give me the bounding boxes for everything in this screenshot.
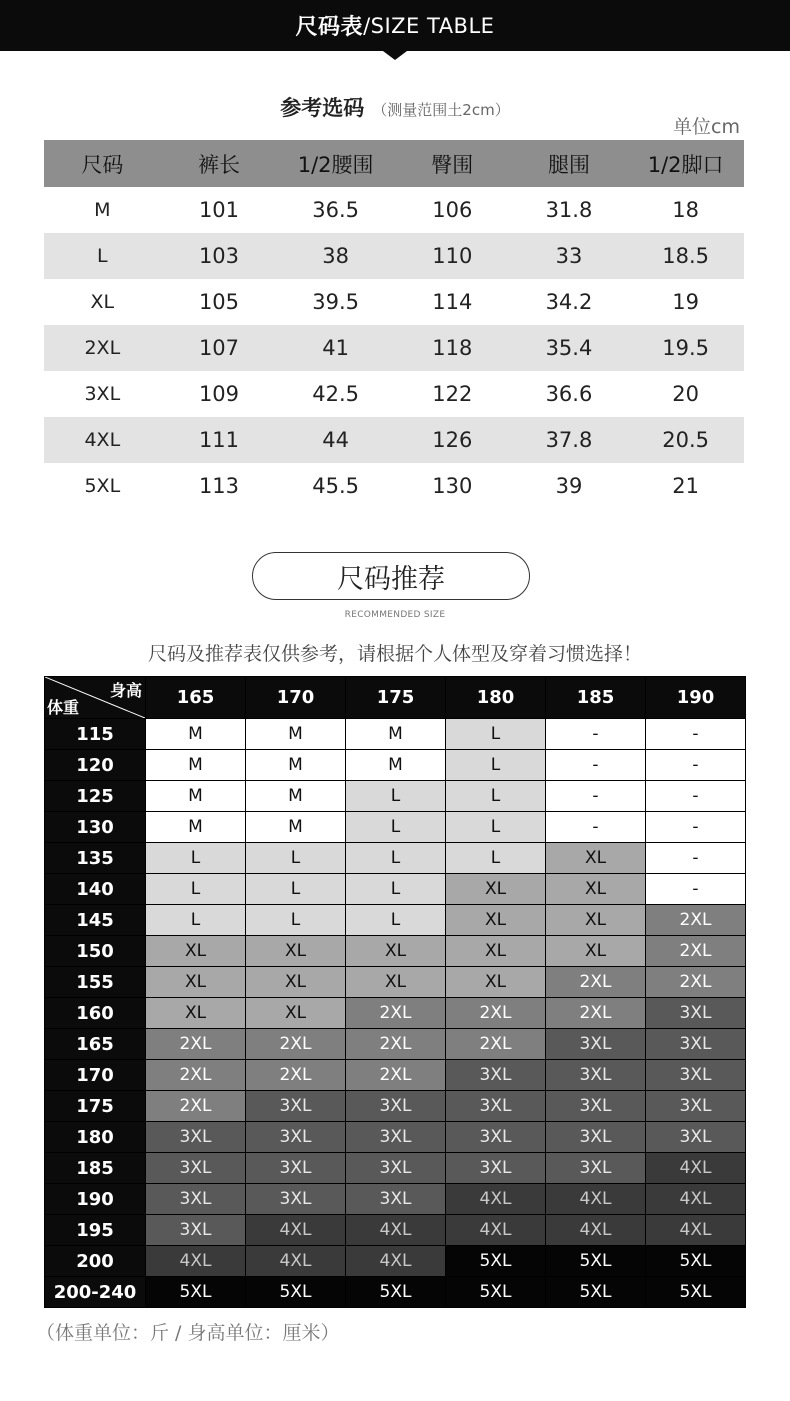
- size-row: [44, 463, 744, 509]
- measure-cell: 118: [394, 325, 511, 371]
- measure-cell: 38: [277, 233, 394, 279]
- measure-cell: 114: [432, 290, 473, 314]
- recommended-size-cell: XL: [546, 936, 646, 967]
- recommended-size-cell: 4XL: [246, 1246, 346, 1277]
- size-row: [44, 279, 744, 325]
- recommended-size-cell: -: [646, 812, 746, 843]
- measure-cell: 103: [161, 233, 278, 279]
- recommended-size-cell: 3XL: [546, 1122, 646, 1153]
- recommended-size-cell: L: [446, 812, 546, 843]
- measure-cell: 35.4: [511, 325, 628, 371]
- weight-row: [45, 874, 746, 905]
- recommended-size-cell: L: [446, 750, 546, 781]
- recommendation-table: [44, 676, 746, 1308]
- size-table: [44, 140, 744, 509]
- recommended-size-cell: 2XL: [146, 1091, 246, 1122]
- size-cell: 5XL: [84, 475, 121, 497]
- weight-row: [45, 998, 746, 1029]
- measure-cell: 126: [394, 417, 511, 463]
- measure-cell: 20: [672, 382, 699, 406]
- recommended-size-cell: L: [146, 843, 246, 874]
- recommended-size-cell: XL: [246, 936, 346, 967]
- recommended-size-cell: 5XL: [646, 1246, 746, 1277]
- recommended-size-cell: 3XL: [246, 1091, 346, 1122]
- recommended-size-cell: 3XL: [346, 1091, 446, 1122]
- recommended-size-cell: 5XL: [346, 1277, 446, 1308]
- weight-row: [45, 812, 746, 843]
- recommended-size-cell: 2XL: [646, 967, 746, 998]
- header-thigh: 腿围: [511, 140, 628, 187]
- recommended-size-cell: XL: [546, 905, 646, 936]
- units-footnote: （体重单位：斤 / 身高单位：厘米）: [36, 1322, 340, 1344]
- weight-header: 175: [45, 1091, 146, 1122]
- recommended-size-cell: XL: [546, 843, 646, 874]
- weight-header: 200-240: [45, 1277, 146, 1308]
- recommended-size-cell: L: [346, 905, 446, 936]
- weight-row: [45, 905, 746, 936]
- weight-header: 200: [45, 1246, 146, 1277]
- recommended-size-cell: L: [446, 781, 546, 812]
- recommended-size-cell: 2XL: [246, 1060, 346, 1091]
- recommended-size-cell: 3XL: [446, 1091, 546, 1122]
- recommended-size-cell: M: [146, 719, 246, 750]
- recommended-size-cell: XL: [146, 967, 246, 998]
- recommended-size-cell: 3XL: [646, 1122, 746, 1153]
- recommendation-header: [45, 677, 746, 719]
- recommended-size-cell: 3XL: [546, 1091, 646, 1122]
- measure-cell: 36.5: [312, 198, 360, 222]
- measure-cell: 20.5: [627, 417, 744, 463]
- recommended-size-cell: 4XL: [546, 1215, 646, 1246]
- banner-pointer: [383, 51, 407, 60]
- recommended-size-cell: 3XL: [246, 1184, 346, 1215]
- recommended-size-cell: 3XL: [546, 1029, 646, 1060]
- recommended-size-cell: XL: [346, 936, 446, 967]
- measure-cell: 19.5: [627, 325, 744, 371]
- weight-header: 155: [45, 967, 146, 998]
- recommended-size-cell: 4XL: [346, 1215, 446, 1246]
- recommended-size-cell: XL: [446, 967, 546, 998]
- recommended-size-cell: 4XL: [146, 1246, 246, 1277]
- recommended-size-cell: L: [246, 905, 346, 936]
- recommended-size-cell: -: [646, 781, 746, 812]
- weight-header: 140: [45, 874, 146, 905]
- weight-header: 150: [45, 936, 146, 967]
- recommended-size-cell: XL: [246, 967, 346, 998]
- recommended-size-cell: 2XL: [246, 1029, 346, 1060]
- recommended-size-cell: 3XL: [146, 1122, 246, 1153]
- recommended-size-cell: L: [146, 874, 246, 905]
- advice-text: 尺码及推荐表仅供参考，请根据个人体型及穿着习惯选择！: [147, 643, 642, 665]
- weight-header: 145: [45, 905, 146, 936]
- recommended-size-cell: 2XL: [146, 1029, 246, 1060]
- recommended-size-cell: 4XL: [646, 1153, 746, 1184]
- weight-header: 165: [45, 1029, 146, 1060]
- recommended-size-cell: 2XL: [646, 936, 746, 967]
- weight-row: [45, 1060, 746, 1091]
- recommended-size-cell: 3XL: [446, 1153, 546, 1184]
- weight-header: 170: [45, 1060, 146, 1091]
- recommended-size-cell: M: [146, 812, 246, 843]
- height-header: 165: [146, 677, 246, 719]
- measure-cell: 19: [672, 290, 699, 314]
- recommended-size-cell: XL: [146, 936, 246, 967]
- height-header: 190: [646, 677, 746, 719]
- recommended-size-cell: 2XL: [546, 967, 646, 998]
- recommended-size-cell: -: [646, 750, 746, 781]
- measure-cell: 42.5: [312, 382, 360, 406]
- weight-row: [45, 1091, 746, 1122]
- measure-cell: 105: [198, 290, 240, 314]
- measure-cell: 110: [394, 233, 511, 279]
- recommended-size-cell: 5XL: [146, 1277, 246, 1308]
- recommended-size-cell: -: [546, 750, 646, 781]
- recommended-size-cell: 3XL: [646, 1029, 746, 1060]
- measure-cell: 18.5: [627, 233, 744, 279]
- recommended-size-cell: 2XL: [346, 1060, 446, 1091]
- recommended-size-cell: -: [546, 719, 646, 750]
- recommended-size-cell: 2XL: [546, 998, 646, 1029]
- recommended-size-cell: -: [646, 843, 746, 874]
- recommended-size-cell: 4XL: [446, 1184, 546, 1215]
- recommended-size-cell: -: [646, 719, 746, 750]
- corner-height-label: 身高: [109, 681, 142, 700]
- weight-row: [45, 781, 746, 812]
- weight-row: [45, 1277, 746, 1308]
- recommended-size-cell: 3XL: [146, 1215, 246, 1246]
- recommended-size-cell: 2XL: [446, 998, 546, 1029]
- recommended-size-cell: 5XL: [646, 1277, 746, 1308]
- recommended-size-cell: 2XL: [346, 998, 446, 1029]
- measure-cell: 31.8: [545, 198, 593, 222]
- recommended-size-cell: XL: [346, 967, 446, 998]
- reference-title: [0, 92, 790, 122]
- weight-header: 135: [45, 843, 146, 874]
- recommended-size-cell: 4XL: [646, 1184, 746, 1215]
- weight-row: [45, 1184, 746, 1215]
- header-banner: [0, 0, 790, 51]
- recommended-size-cell: 3XL: [446, 1060, 546, 1091]
- recommended-size-subtitle: RECOMMENDED SIZE: [344, 610, 446, 620]
- reference-title-text: 参考选码: [280, 96, 365, 120]
- recommended-size-cell: -: [546, 812, 646, 843]
- recommended-size-cell: L: [346, 874, 446, 905]
- weight-row: [45, 1215, 746, 1246]
- recommended-size-cell: 5XL: [546, 1246, 646, 1277]
- measurement-note: （测量范围土2cm）: [372, 101, 510, 119]
- recommended-size-cell: 3XL: [146, 1184, 246, 1215]
- measure-cell: 37.8: [511, 417, 628, 463]
- recommended-size-cell: 3XL: [146, 1153, 246, 1184]
- recommended-size-pill: 尺码推荐: [252, 552, 530, 600]
- weight-header: 115: [45, 719, 146, 750]
- weight-row: [45, 1153, 746, 1184]
- banner-title-en: /SIZE TABLE: [363, 13, 495, 38]
- size-cell: 3XL: [84, 383, 121, 405]
- recommended-size-cell: M: [246, 781, 346, 812]
- weight-header: 190: [45, 1184, 146, 1215]
- recommended-size-cell: XL: [446, 936, 546, 967]
- weight-row: [45, 719, 746, 750]
- corner-weight-label: 体重: [47, 698, 80, 717]
- height-header: 175: [346, 677, 446, 719]
- weight-row: [45, 843, 746, 874]
- recommended-size-cell: 3XL: [646, 1060, 746, 1091]
- recommended-size-cell: 3XL: [646, 998, 746, 1029]
- measure-cell: 130: [432, 474, 473, 498]
- weight-row: [45, 750, 746, 781]
- measure-cell: 33: [511, 233, 628, 279]
- measure-cell: 18: [672, 198, 699, 222]
- recommended-size-cell: L: [146, 905, 246, 936]
- size-row: [44, 187, 744, 233]
- recommended-size-cell: 3XL: [346, 1122, 446, 1153]
- weight-header: 160: [45, 998, 146, 1029]
- weight-header: 185: [45, 1153, 146, 1184]
- measure-cell: 39.5: [312, 290, 360, 314]
- recommended-size-cell: 4XL: [646, 1215, 746, 1246]
- header-half-hem: 1/2脚口: [627, 140, 744, 187]
- recommended-size-cell: XL: [146, 998, 246, 1029]
- recommended-size-cell: 3XL: [346, 1184, 446, 1215]
- measure-cell: 111: [161, 417, 278, 463]
- recommended-size-cell: L: [246, 874, 346, 905]
- recommended-size-cell: 3XL: [246, 1153, 346, 1184]
- height-header: 180: [446, 677, 546, 719]
- recommended-size-cell: XL: [446, 905, 546, 936]
- recommended-size-cell: XL: [446, 874, 546, 905]
- weight-row: [45, 1122, 746, 1153]
- recommended-size-cell: 3XL: [246, 1122, 346, 1153]
- recommended-size-cell: M: [246, 719, 346, 750]
- weight-header: 195: [45, 1215, 146, 1246]
- weight-header: 125: [45, 781, 146, 812]
- measure-cell: 109: [198, 382, 240, 406]
- measure-cell: 45.5: [312, 474, 360, 498]
- recommended-size-cell: 3XL: [346, 1153, 446, 1184]
- banner-title-cn: 尺码表: [295, 15, 364, 40]
- recommended-size-cell: 4XL: [546, 1184, 646, 1215]
- recommended-size-cell: 2XL: [646, 905, 746, 936]
- height-header: 170: [246, 677, 346, 719]
- recommended-size-cell: 4XL: [446, 1215, 546, 1246]
- measure-cell: 21: [672, 474, 699, 498]
- recommended-size-cell: XL: [246, 998, 346, 1029]
- recommended-size-cell: 5XL: [446, 1246, 546, 1277]
- measure-cell: 122: [432, 382, 473, 406]
- recommended-size-cell: 3XL: [646, 1091, 746, 1122]
- size-table-header: [44, 140, 744, 187]
- measure-cell: 41: [277, 325, 394, 371]
- recommended-size-cell: 5XL: [246, 1277, 346, 1308]
- recommended-size-cell: -: [546, 781, 646, 812]
- recommended-size-cell: M: [146, 781, 246, 812]
- size-row: [44, 233, 744, 279]
- recommended-size-cell: M: [346, 750, 446, 781]
- recommended-size-cell: 4XL: [246, 1215, 346, 1246]
- size-cell: M: [94, 199, 111, 221]
- measure-cell: 107: [161, 325, 278, 371]
- recommended-size-cell: L: [346, 812, 446, 843]
- recommended-size-cell: M: [246, 750, 346, 781]
- size-cell: 4XL: [44, 417, 161, 463]
- weight-row: [45, 1029, 746, 1060]
- recommended-size-cell: M: [346, 719, 446, 750]
- measure-cell: 106: [432, 198, 473, 222]
- weight-row: [45, 1246, 746, 1277]
- header-half-waist: 1/2腰围: [277, 140, 394, 187]
- size-cell: L: [44, 233, 161, 279]
- size-cell: XL: [90, 291, 115, 313]
- weight-header: 120: [45, 750, 146, 781]
- measure-cell: 36.6: [545, 382, 593, 406]
- recommended-size-cell: 3XL: [546, 1153, 646, 1184]
- weight-row: [45, 967, 746, 998]
- recommended-size-cell: 5XL: [546, 1277, 646, 1308]
- recommended-size-cell: L: [246, 843, 346, 874]
- recommended-size-cell: L: [446, 843, 546, 874]
- recommended-size-cell: M: [246, 812, 346, 843]
- size-row: [44, 371, 744, 417]
- recommended-size-cell: -: [646, 874, 746, 905]
- size-row: [44, 417, 744, 463]
- corner-cell: [45, 677, 146, 719]
- measure-cell: 34.2: [545, 290, 593, 314]
- header-size: 尺码: [44, 140, 161, 187]
- recommended-size-cell: 2XL: [146, 1060, 246, 1091]
- size-row: [44, 325, 744, 371]
- height-header: 185: [546, 677, 646, 719]
- size-cell: 2XL: [44, 325, 161, 371]
- recommended-size-cell: 3XL: [446, 1122, 546, 1153]
- recommended-size-cell: M: [146, 750, 246, 781]
- recommended-size-cell: L: [346, 781, 446, 812]
- measure-cell: 44: [277, 417, 394, 463]
- recommended-size-cell: 2XL: [346, 1029, 446, 1060]
- weight-header: 180: [45, 1122, 146, 1153]
- weight-row: [45, 936, 746, 967]
- weight-header: 130: [45, 812, 146, 843]
- header-hip: 臀围: [394, 140, 511, 187]
- recommended-size-cell: 2XL: [446, 1029, 546, 1060]
- recommended-size-cell: XL: [546, 874, 646, 905]
- measure-cell: 113: [198, 474, 240, 498]
- measure-cell: 39: [555, 474, 583, 498]
- measure-cell: 101: [198, 198, 240, 222]
- unit-label: 单位cm: [673, 116, 740, 138]
- recommended-size-cell: 4XL: [346, 1246, 446, 1277]
- recommended-size-cell: L: [446, 719, 546, 750]
- recommended-size-cell: 3XL: [546, 1060, 646, 1091]
- recommended-size-cell: L: [346, 843, 446, 874]
- header-length: 裤长: [161, 140, 278, 187]
- recommended-size-cell: 5XL: [446, 1277, 546, 1308]
